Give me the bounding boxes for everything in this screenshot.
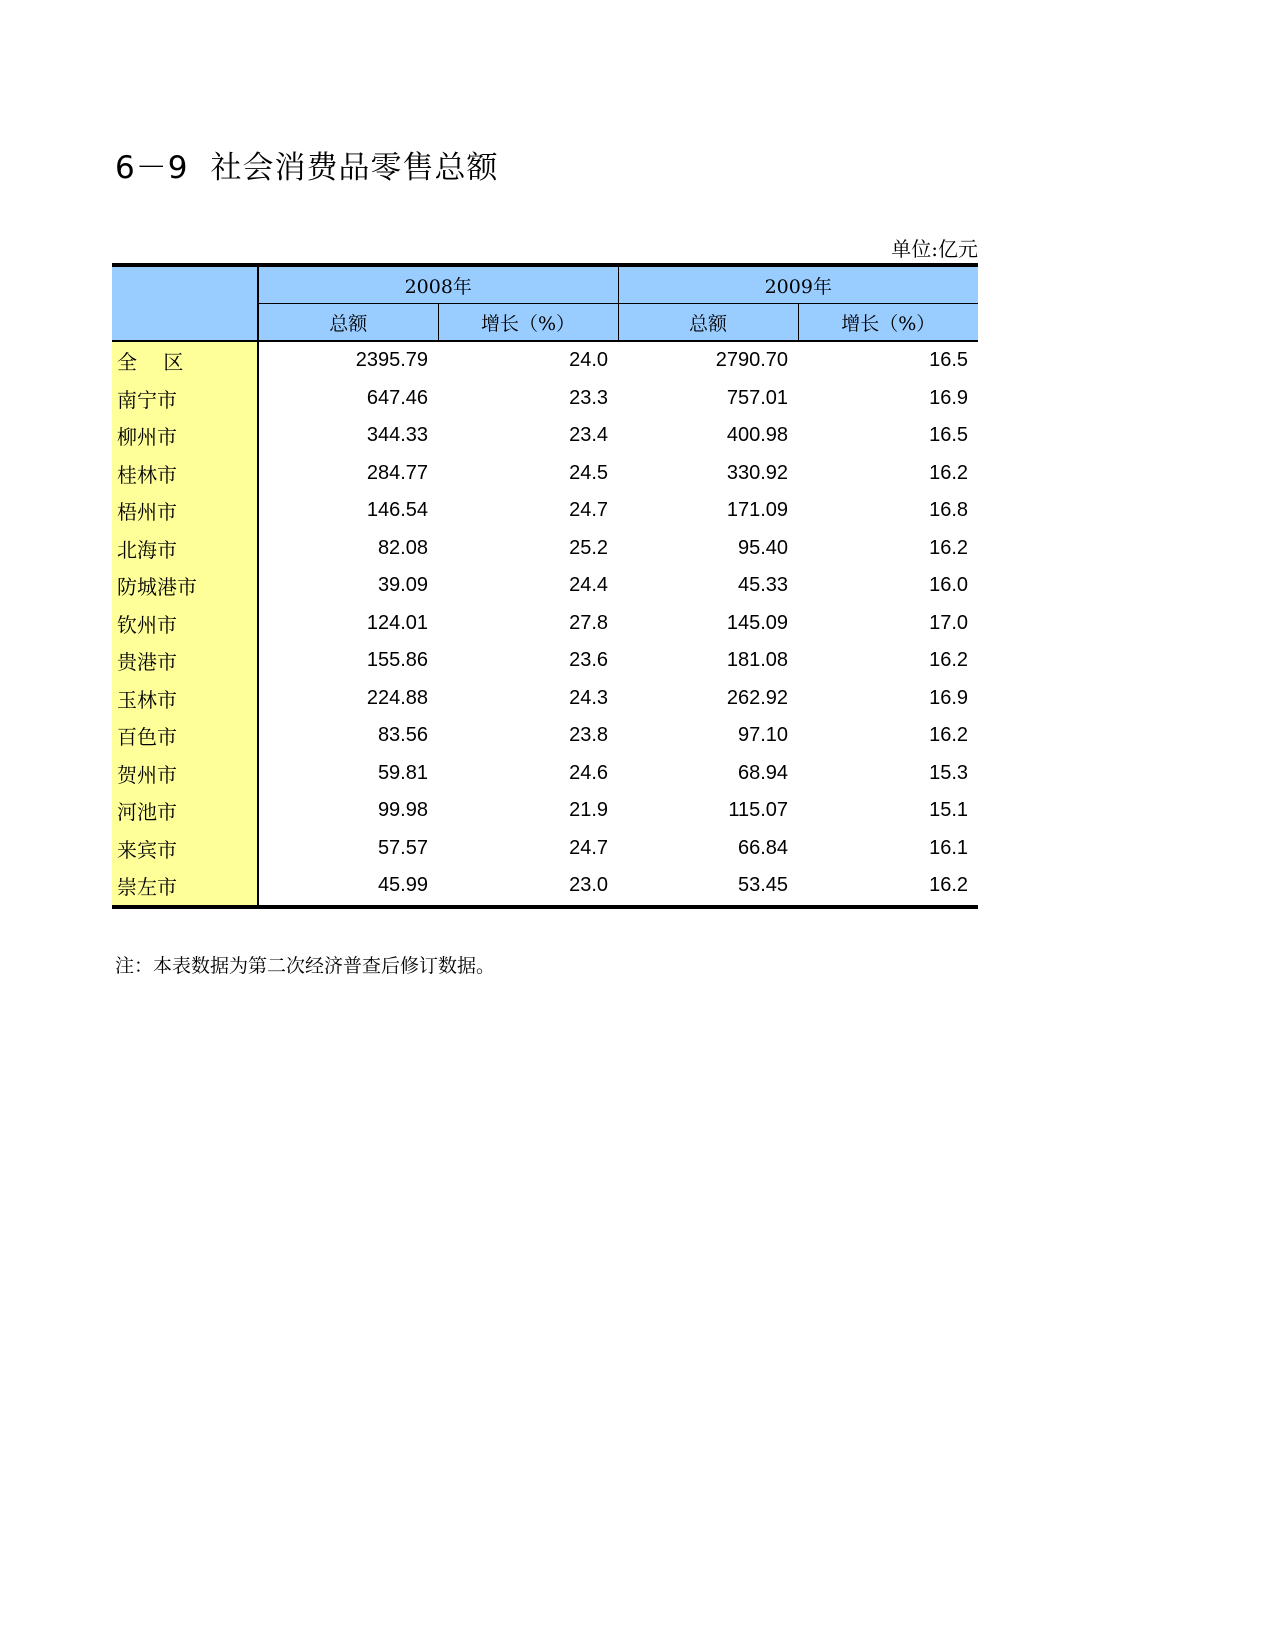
- table-row: [112, 755, 978, 793]
- total-2008-cell: 45.99: [258, 867, 438, 907]
- table-body: [112, 341, 978, 907]
- growth-2009-cell: 17.0: [929, 611, 969, 634]
- table-note: 注：本表数据为第二次经济普查后修订数据。: [115, 955, 496, 977]
- total-2009-cell: 53.45: [618, 867, 798, 907]
- total-2009-cell: 171.09: [726, 499, 789, 522]
- growth-2008-cell: 23.4: [569, 424, 609, 447]
- growth-2008-cell: 24.4: [569, 574, 609, 597]
- total-2008-cell: 647.46: [366, 386, 428, 409]
- growth-2008-cell: 24.5: [569, 461, 609, 484]
- total-2008-cell: 83.56: [377, 724, 428, 747]
- total-2009-cell: 757.01: [726, 386, 789, 409]
- region-cell: 全 区: [112, 341, 258, 380]
- growth-2009-cell: 16.2: [929, 724, 969, 747]
- growth-2009-cell: 16.5: [929, 424, 969, 447]
- growth-2008-cell: 24.7: [569, 836, 609, 859]
- growth-2009-cell: 16.2: [798, 867, 978, 907]
- total-2009-cell: 145.09: [726, 611, 789, 634]
- growth-2008-cell: 25.2: [569, 536, 609, 559]
- growth-2009-cell: 16.2: [929, 536, 969, 559]
- total-2009-cell: 115.07: [728, 799, 789, 822]
- table-row: [112, 642, 978, 680]
- growth-2009-cell: 16.5: [929, 349, 969, 372]
- table-row: [112, 717, 978, 755]
- year-header-2008: 2008年: [258, 265, 618, 304]
- region-cell: 南宁市: [112, 380, 258, 418]
- region-cell: 贺州市: [112, 755, 258, 793]
- table-row: [112, 567, 978, 605]
- region-cell: 玉林市: [112, 680, 258, 718]
- growth-2008-cell: 24.0: [569, 349, 609, 372]
- growth-2009-cell: 16.1: [929, 836, 969, 859]
- subheader-total-2009: 总额: [618, 304, 798, 342]
- region-cell: 防城港市: [112, 567, 258, 605]
- growth-2008-cell: 24.6: [569, 761, 609, 784]
- total-2008-cell: 99.98: [377, 799, 428, 822]
- total-2008-cell: 344.33: [366, 424, 428, 447]
- region-cell: 柳州市: [112, 417, 258, 455]
- total-2008-cell: 39.09: [377, 574, 428, 597]
- growth-2008-cell: 23.0: [438, 867, 618, 907]
- total-2008-cell: 2395.79: [355, 349, 428, 372]
- growth-2008-cell: 24.7: [569, 499, 609, 522]
- table-row: [112, 341, 978, 380]
- growth-2009-cell: 16.2: [929, 461, 969, 484]
- total-2008-cell: 224.88: [366, 686, 428, 709]
- unit-label: 单位:亿元: [891, 237, 978, 261]
- growth-2008-cell: 24.3: [569, 686, 609, 709]
- total-2008-cell: 124.01: [366, 611, 428, 634]
- table-row: [112, 492, 978, 530]
- subheader-growth-2009: 增长（%）: [798, 304, 978, 342]
- table-row: [112, 417, 978, 455]
- growth-2009-cell: 16.9: [929, 686, 969, 709]
- total-2009-cell: 68.94: [737, 761, 789, 784]
- total-2009-cell: 95.40: [737, 536, 789, 559]
- region-cell: 来宾市: [112, 830, 258, 868]
- page-title: [115, 142, 498, 187]
- table-row: [112, 867, 978, 907]
- growth-2008-cell: 27.8: [569, 611, 609, 634]
- total-2009-cell: 66.84: [737, 836, 789, 859]
- total-2009-cell: 181.08: [726, 649, 789, 672]
- table-row: [112, 530, 978, 568]
- region-cell: 河池市: [112, 792, 258, 830]
- table-row: [112, 792, 978, 830]
- growth-2008-cell: 21.9: [569, 799, 609, 822]
- total-2008-cell: 59.81: [377, 761, 428, 784]
- total-2009-cell: 2790.70: [715, 349, 789, 372]
- total-2009-cell: 262.92: [726, 686, 789, 709]
- total-2008-cell: 146.54: [366, 499, 428, 522]
- growth-2009-cell: 16.8: [929, 499, 969, 522]
- growth-2008-cell: 23.6: [569, 649, 609, 672]
- growth-2009-cell: 16.9: [929, 386, 969, 409]
- total-2008-cell: 82.08: [377, 536, 428, 559]
- growth-2008-cell: 23.8: [569, 724, 609, 747]
- region-cell: 桂林市: [112, 455, 258, 493]
- year-header-row: [112, 265, 978, 304]
- table-row: [112, 380, 978, 418]
- region-cell: 钦州市: [112, 605, 258, 643]
- region-cell: 贵港市: [112, 642, 258, 680]
- table-row: [112, 605, 978, 643]
- retail-sales-table: [112, 263, 978, 909]
- table-row: [112, 680, 978, 718]
- total-2009-cell: 45.33: [737, 574, 789, 597]
- subheader-total-2008: 总额: [258, 304, 438, 342]
- year-header-2009: 2009年: [618, 265, 978, 304]
- total-2009-cell: 97.10: [737, 724, 789, 747]
- total-2009-cell: 400.98: [726, 424, 789, 447]
- table-row: [112, 455, 978, 493]
- table-header: [112, 265, 978, 341]
- total-2008-cell: 284.77: [366, 461, 428, 484]
- region-cell: 梧州市: [112, 492, 258, 530]
- growth-2009-cell: 15.1: [929, 799, 969, 822]
- total-2008-cell: 155.86: [366, 649, 428, 672]
- table-row: [112, 830, 978, 868]
- growth-2009-cell: 15.3: [929, 761, 969, 784]
- table-number: 6－9: [115, 150, 189, 186]
- header-corner: [112, 265, 258, 341]
- growth-2009-cell: 16.0: [929, 574, 969, 597]
- total-2008-cell: 57.57: [377, 836, 428, 859]
- subheader-growth-2008: 增长（%）: [438, 304, 618, 342]
- table-title: 社会消费品零售总额: [210, 150, 499, 186]
- region-cell: 崇左市: [112, 867, 258, 907]
- growth-2009-cell: 16.2: [929, 649, 969, 672]
- region-cell: 百色市: [112, 717, 258, 755]
- region-cell: 北海市: [112, 530, 258, 568]
- growth-2008-cell: 23.3: [569, 386, 609, 409]
- total-2009-cell: 330.92: [726, 461, 789, 484]
